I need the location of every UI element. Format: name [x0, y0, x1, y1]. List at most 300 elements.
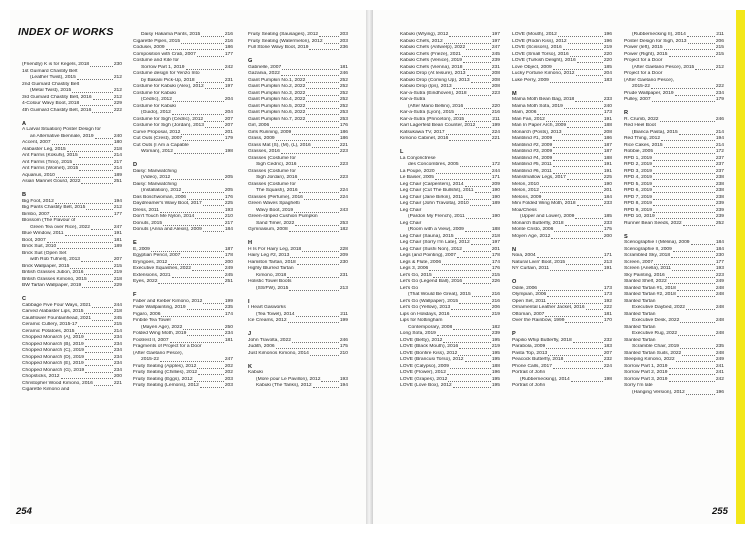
- dot-leader: [61, 378, 113, 379]
- entry-page-number: 185: [603, 214, 612, 219]
- dot-leader: [296, 316, 340, 317]
- entry-title: Phone Calls, 2017: [512, 363, 552, 369]
- entry-title: Kar-a-Sutra: [400, 97, 426, 102]
- entry-page-number: 173: [603, 292, 612, 297]
- entry-page-number: 186: [603, 136, 612, 141]
- entry-title: The Squash), 2016: [256, 188, 298, 193]
- entry-page-number: 214: [113, 166, 122, 171]
- entry-page-number: 246: [339, 71, 348, 76]
- entry-page-number: 201: [224, 129, 233, 135]
- entry-title: Prude Wallpaper, 2019: [624, 90, 674, 96]
- dot-leader: [553, 173, 603, 174]
- index-letter-heading: F: [133, 292, 137, 298]
- index-letter-heading: P: [512, 331, 516, 337]
- dot-leader: [55, 203, 113, 204]
- dot-leader: [92, 112, 113, 113]
- entry-title: Highly Blurred Tartan: [248, 266, 294, 271]
- entry-page-number: 206: [715, 38, 724, 44]
- entry-page-number: 208: [491, 84, 500, 89]
- entry-title: 2015-22: [141, 357, 159, 362]
- dot-leader: [85, 372, 113, 373]
- dot-leader: [81, 183, 112, 184]
- entry-title: Chopped Monarch (B), 2019: [22, 341, 84, 347]
- dot-leader: [85, 352, 113, 353]
- entry-title: RPD 7, 2019: [624, 194, 653, 200]
- dot-leader: [276, 140, 339, 141]
- dot-leader: [537, 114, 602, 115]
- entry-title: Blossom (The Flavour of: [22, 218, 76, 223]
- entry-page-number: 193: [715, 266, 724, 271]
- dot-leader: [319, 36, 339, 37]
- entry-title: Le Baiser, 2005: [400, 175, 434, 180]
- yellow-page-edge: [736, 10, 745, 524]
- index-entry: [22, 387, 122, 394]
- dot-leader: [93, 99, 113, 100]
- dot-leader: [471, 244, 491, 245]
- entry-page-number: 215: [715, 45, 724, 50]
- dot-leader: [429, 270, 491, 271]
- entry-page-number: 238: [715, 194, 724, 200]
- entry-title: British Grasses Kimono, 2015: [22, 276, 87, 282]
- entry-title: Executive Desk, 2022: [632, 318, 680, 323]
- entry-page-number: 246: [715, 116, 724, 122]
- entry-title: LOVE (Bonfire Kiss), 2012: [400, 350, 458, 356]
- entry-page-number: 180: [113, 140, 122, 145]
- entry-title: Man Fan, 2012: [512, 116, 545, 122]
- entry-page-number: 201: [491, 246, 500, 252]
- entry-page-number: 189: [113, 172, 122, 178]
- dot-leader: [86, 209, 112, 210]
- entry-title: Fruity Seating (Eggs), 2012: [133, 376, 193, 382]
- dot-leader: [171, 179, 224, 180]
- entry-title: (Rubbernecking), 2014: [520, 376, 570, 382]
- entry-title: Carved Alabaster Lips, 2015: [22, 309, 84, 314]
- entry-title: 3rd Guimard Chastity Belt, 2016: [22, 94, 92, 100]
- dot-leader: [668, 283, 715, 284]
- dot-leader: [183, 140, 224, 141]
- dot-leader: [540, 186, 603, 187]
- dot-leader: [653, 160, 715, 161]
- dot-leader: [550, 82, 603, 83]
- dot-leader: [306, 88, 338, 89]
- entry-page-number: 189: [491, 201, 500, 206]
- entry-page-number: 237: [715, 168, 724, 174]
- dot-leader: [682, 355, 715, 356]
- entry-title: (After Gaetano Pesce), 2015: [632, 64, 695, 70]
- entry-title: Love Object, 2009: [512, 64, 552, 70]
- entry-title: La Conjonctrese: [400, 155, 436, 161]
- entry-title: Cut Outs (Crest), 2007: [133, 136, 183, 141]
- dot-leader: [295, 225, 338, 226]
- entry-page-number: 253: [339, 110, 348, 115]
- entry-page-number: 248: [715, 331, 724, 336]
- dot-leader: [464, 108, 491, 109]
- dot-leader: [653, 186, 715, 187]
- entry-title: Screen, 2007: [624, 259, 654, 265]
- entry-title: Grass Mat (S), (M), (L), 2016: [248, 142, 311, 148]
- entry-title: Curve Proposal, 2012: [133, 129, 181, 135]
- entry-page-number: 212: [715, 64, 724, 70]
- entry-title: Eyes, 2022: [133, 279, 158, 284]
- index-letter-heading: J: [248, 331, 252, 337]
- entry-title: Girl, 2006: [248, 123, 270, 128]
- entry-title: Manblind #4, 2009: [512, 155, 553, 161]
- dot-leader: [174, 153, 224, 154]
- index-letter-heading: O: [512, 279, 517, 285]
- entry-page-number: 188: [603, 123, 612, 128]
- entry-title: Kabuki (The Tanks), 2012: [256, 383, 312, 388]
- entry-title: Slanted Tartan: [624, 324, 656, 330]
- entry-title: LOVE (Rodin Kiss), 2012: [512, 38, 567, 44]
- dot-leader: [553, 368, 603, 369]
- entry-title: Parabola, 2009: [512, 344, 546, 349]
- entry-title: Rice Cakes, 2015: [624, 142, 663, 148]
- dot-leader: [669, 56, 715, 57]
- entry-title: Kabuki Chefs (Antwerp), 2022: [400, 45, 466, 50]
- dot-leader: [465, 231, 491, 232]
- entry-title: Sleeping Kimono, 2022: [624, 357, 675, 362]
- dot-leader: [84, 274, 112, 275]
- entry-page-number: 252: [715, 220, 724, 226]
- dot-leader: [443, 342, 490, 343]
- entry-page-number: 204: [224, 110, 233, 115]
- dot-leader: [313, 387, 339, 388]
- entry-page-number: 234: [715, 90, 724, 96]
- dot-leader: [170, 342, 224, 343]
- dot-leader: [297, 264, 339, 265]
- dot-leader: [163, 225, 224, 226]
- dot-leader: [656, 218, 715, 219]
- dot-leader: [546, 121, 603, 122]
- dot-leader: [653, 212, 715, 213]
- dot-leader: [687, 36, 715, 37]
- entry-title: (Tea Towel), 2014: [256, 311, 295, 317]
- entry-title: Daydreamer's Wavy Boot, 2017: [133, 201, 202, 206]
- entry-title: Karl Lagerfeld Bean Counter, 2012: [400, 123, 476, 128]
- index-column-3: [248, 32, 348, 390]
- entry-page-number: 226: [491, 279, 500, 284]
- dot-leader: [564, 361, 603, 362]
- entry-title: Sand Timer, 2022: [256, 220, 295, 226]
- entry-page-number: 237: [715, 162, 724, 167]
- dot-leader: [676, 361, 715, 362]
- dot-leader: [652, 101, 715, 102]
- dot-leader: [288, 322, 339, 323]
- entry-page-number: 196: [603, 32, 612, 37]
- page-number-right: 255: [712, 506, 728, 517]
- entry-title: E, 2009: [133, 246, 150, 252]
- entry-title: Woman), 2012: [141, 149, 173, 154]
- dot-leader: [553, 69, 603, 70]
- dot-leader: [81, 261, 113, 262]
- entry-page-number: 239: [491, 331, 500, 336]
- dot-leader: [447, 374, 491, 375]
- entry-title: Red Thing, 2012: [624, 136, 661, 141]
- entry-page-number: 252: [339, 84, 348, 89]
- entry-title: Leg Chair (Sushi Non), 2012: [400, 246, 462, 252]
- entry-page-number: 222: [113, 107, 122, 113]
- dot-leader: [52, 144, 113, 145]
- entry-title: 4th Guimard Chastity Belt, 2016: [22, 107, 92, 113]
- entry-title: Extensions, 2021: [133, 272, 171, 278]
- index-entry: [133, 383, 233, 390]
- entry-title: Robbie, 2005: [624, 149, 654, 154]
- entry-title: Gazania, 2022: [248, 71, 280, 76]
- entry-title: Papilio Whip Butterfly, 2018: [512, 337, 572, 343]
- entry-page-number: 218: [113, 146, 122, 152]
- entry-page-number: 214: [715, 129, 724, 135]
- dot-leader: [182, 192, 224, 193]
- dot-leader: [453, 387, 491, 388]
- dot-leader: [686, 309, 715, 310]
- entry-title: Donuts (Anna and Alexis), 2009: [133, 227, 202, 232]
- dot-leader: [281, 153, 339, 154]
- entry-page-number: 181: [113, 237, 122, 243]
- entry-page-number: 208: [603, 129, 612, 135]
- entry-page-number: 205: [224, 175, 233, 180]
- entry-title: LOVE (Small Torso), 2016: [512, 51, 569, 57]
- entry-page-number: 200: [603, 233, 612, 239]
- dot-leader: [85, 339, 113, 340]
- dot-leader: [91, 229, 113, 230]
- entry-title: Grass, 2009: [248, 136, 275, 141]
- dot-leader: [77, 79, 113, 80]
- entry-page-number: 234: [113, 361, 122, 366]
- entry-title: Sigh Jordan), 2016: [256, 175, 298, 180]
- entry-title: Codusei, 2009: [133, 45, 165, 50]
- dot-leader: [463, 62, 491, 63]
- entry-page-number: 193: [224, 207, 233, 213]
- entry-page-number: 203: [224, 376, 233, 382]
- entry-page-number: 202: [224, 363, 233, 369]
- index-letter-heading: B: [22, 192, 27, 198]
- index-letter-heading: L: [400, 149, 404, 155]
- dot-leader: [306, 82, 338, 83]
- dot-leader: [160, 212, 224, 213]
- entry-title: Wavy Boot, 2019: [256, 207, 294, 213]
- dot-leader: [298, 166, 339, 167]
- entry-title: Mama Moth Bean Bag, 2018: [512, 97, 575, 102]
- dot-leader: [57, 248, 113, 249]
- entry-title: Kimono Cabinet, 2016: [400, 136, 449, 141]
- entry-page-number: 246: [339, 337, 348, 343]
- entry-page-number: 194: [715, 136, 724, 141]
- dot-leader: [455, 238, 491, 239]
- index-entry: [400, 383, 500, 390]
- entry-page-number: 212: [113, 205, 122, 210]
- entry-title: Executive Daybed, 2022: [632, 305, 686, 310]
- entry-page-number: 219: [603, 45, 612, 50]
- dot-leader: [538, 290, 603, 291]
- entry-page-number: 219: [491, 344, 500, 349]
- dot-leader: [292, 134, 339, 135]
- entry-title: Sorrow Part 3, 2019: [624, 376, 668, 382]
- entry-page-number: 171: [491, 175, 500, 180]
- entry-page-number: 216: [491, 292, 500, 297]
- entry-page-number: 212: [113, 88, 122, 93]
- entry-page-number: 188: [491, 227, 500, 232]
- entry-page-number: 235: [715, 344, 724, 349]
- entry-title: Executive Rug, 2022: [632, 331, 678, 336]
- entry-page-number: 181: [339, 64, 348, 70]
- entry-title: Chopped Monarch (D), 2019: [22, 354, 84, 360]
- dot-leader: [299, 192, 339, 193]
- entry-title: British Grasses Jubon, 2016: [22, 270, 84, 275]
- entry-title: Power (Right), 2015: [624, 51, 668, 57]
- entry-title: RPD 4, 2019: [624, 175, 653, 180]
- dot-leader: [172, 277, 224, 278]
- dot-leader: [459, 303, 491, 304]
- entry-page-number: 249: [715, 357, 724, 362]
- entry-title: with Rob Tufnell), 2013: [30, 257, 81, 262]
- entry-page-number: 205: [224, 188, 233, 193]
- entry-title: Brick Suit (Open Set: [22, 250, 67, 256]
- entry-title: Costume for Kabuki: [133, 103, 176, 109]
- dot-leader: [566, 264, 603, 265]
- entry-title: Cut Outs (I Am a Capable: [133, 142, 189, 148]
- dot-leader: [586, 309, 603, 310]
- entry-title: 1st Guimard Chastity Belt: [22, 68, 78, 74]
- entry-title: Hairy Leg #2, 2013: [248, 253, 290, 258]
- entry-title: LOVE (Betty), 2012: [400, 337, 443, 343]
- index-letter-heading: H: [248, 240, 253, 246]
- dot-leader: [173, 101, 224, 102]
- dot-leader: [290, 257, 339, 258]
- entry-title: Cauliflower Fountainhead, 2021: [22, 315, 92, 321]
- entry-page-number: 184: [715, 240, 724, 245]
- entry-title: Cigarette Pipes, 2015: [133, 38, 181, 44]
- entry-title: an Alternative Biennale, 2019: [30, 133, 94, 139]
- dot-leader: [679, 134, 715, 135]
- entry-page-number: 231: [339, 272, 348, 278]
- entry-title: Boot, 2007: [22, 237, 46, 243]
- entry-page-number: 235: [224, 305, 233, 310]
- dot-leader: [306, 121, 338, 122]
- entry-title: Grasses, 2016: [248, 149, 280, 154]
- entry-page-number: 245: [113, 315, 122, 321]
- entry-page-number: 187: [603, 142, 612, 148]
- dot-leader: [453, 88, 491, 89]
- entry-page-number: 200: [113, 374, 122, 379]
- entry-page-number: 187: [603, 149, 612, 154]
- dot-leader: [547, 296, 603, 297]
- entry-page-number: 197: [491, 38, 500, 44]
- entry-title: Folded Wing Moth, 2019: [133, 331, 187, 336]
- entry-page-number: 191: [603, 162, 612, 167]
- entry-page-number: 193: [339, 376, 348, 382]
- entry-title: R. Crumb, 2022: [624, 116, 659, 122]
- entry-title: Footrest II, 2007: [133, 337, 169, 343]
- dot-leader: [70, 268, 112, 269]
- entry-title: Leg Chair (Carpenters), 2014: [400, 181, 464, 187]
- entry-title: BW Tartan Wallpaper, 2019: [22, 283, 82, 288]
- entry-title: Ceramic Cutlery, 2015-17: [22, 322, 78, 327]
- entry-page-number: 247: [113, 224, 122, 230]
- entry-title: Accent, 2007: [22, 140, 51, 145]
- entry-title: Chopped Monarch (C), 2019: [22, 348, 84, 353]
- entry-page-number: 211: [492, 116, 500, 122]
- dot-leader: [453, 329, 491, 330]
- entry-title: Egyptian Pencil, 2007: [133, 253, 181, 258]
- entry-page-number: 239: [715, 201, 724, 206]
- entry-title: Slanted Shelf, 2022: [624, 279, 667, 284]
- entry-title: Slanted Tartan: [624, 298, 656, 304]
- index-letter-heading: I: [248, 298, 250, 305]
- dot-leader: [550, 270, 603, 271]
- entry-title: Figaro, 2006: [133, 311, 161, 317]
- entry-title: RPD 2, 2019: [624, 162, 653, 167]
- entry-title: (More pour Le Pavillon), 2012: [256, 376, 321, 382]
- entry-title: Das Boschwoman, 2006: [133, 194, 187, 200]
- entry-title: (After Gaetano Pesce),: [624, 77, 675, 83]
- dot-leader: [664, 49, 715, 50]
- entry-title: LOVE (Grapes), 2012: [400, 376, 448, 382]
- dot-leader: [450, 316, 490, 317]
- entry-title: John Travolta, 2022: [248, 337, 291, 343]
- dot-leader: [306, 95, 338, 96]
- dot-leader: [435, 179, 491, 180]
- dot-leader: [653, 192, 715, 193]
- dot-leader: [540, 192, 603, 193]
- dot-leader: [289, 231, 339, 232]
- entry-title: Slanted Tartan: [624, 337, 656, 343]
- entry-page-number: 186: [339, 129, 348, 135]
- entry-title: Monte Cristo, 2006: [512, 227, 554, 232]
- entry-page-number: 216: [491, 298, 500, 304]
- entry-page-number: 176: [339, 123, 348, 128]
- entry-page-number: 186: [339, 136, 348, 141]
- index-letter-heading: S: [624, 233, 628, 240]
- entry-title: LOVE (Scissors), 2016: [512, 45, 562, 50]
- entry-title: Sorrow Part 1, 2019: [141, 64, 185, 70]
- entry-title: (Upper and Lower), 2009: [520, 214, 575, 219]
- entry-page-number: 251: [113, 179, 122, 184]
- dot-leader: [575, 101, 603, 102]
- dot-leader: [654, 264, 715, 265]
- entry-title: LOVE (Mouth), 2012: [512, 32, 557, 37]
- entry-title: (Guido), 2012: [141, 110, 171, 115]
- entry-page-number: 203: [224, 383, 233, 388]
- entry-page-number: 187: [224, 246, 233, 252]
- dot-leader: [465, 186, 491, 187]
- dot-leader: [306, 101, 338, 102]
- entry-title: NY Curtain, 2011: [512, 266, 550, 271]
- dot-leader: [660, 121, 715, 122]
- entry-page-number: 195: [491, 350, 500, 356]
- entry-title: LOVE (Flower), 2012: [400, 370, 446, 375]
- dot-leader: [79, 157, 113, 158]
- index-letter-heading: R: [624, 110, 629, 116]
- dot-leader: [90, 66, 113, 67]
- index-letter-heading: E: [133, 240, 137, 246]
- entry-page-number: 215: [113, 322, 122, 327]
- dot-leader: [567, 179, 603, 180]
- entry-page-number: 203: [339, 32, 348, 37]
- dot-leader: [298, 179, 339, 180]
- entry-title: Ant Farms (Tino), 2015: [22, 159, 73, 165]
- entry-page-number: 221: [113, 380, 122, 386]
- dot-leader: [677, 290, 715, 291]
- entry-page-number: 234: [113, 335, 122, 340]
- entry-page-number: 242: [224, 64, 233, 70]
- entry-page-number: 223: [715, 272, 724, 278]
- entry-page-number: 199: [491, 123, 500, 128]
- entry-page-number: 191: [113, 231, 122, 236]
- entry-title: Costume for Kabuki: [133, 90, 176, 96]
- dot-leader: [324, 43, 339, 44]
- dot-leader: [460, 166, 491, 167]
- dot-leader: [161, 316, 223, 317]
